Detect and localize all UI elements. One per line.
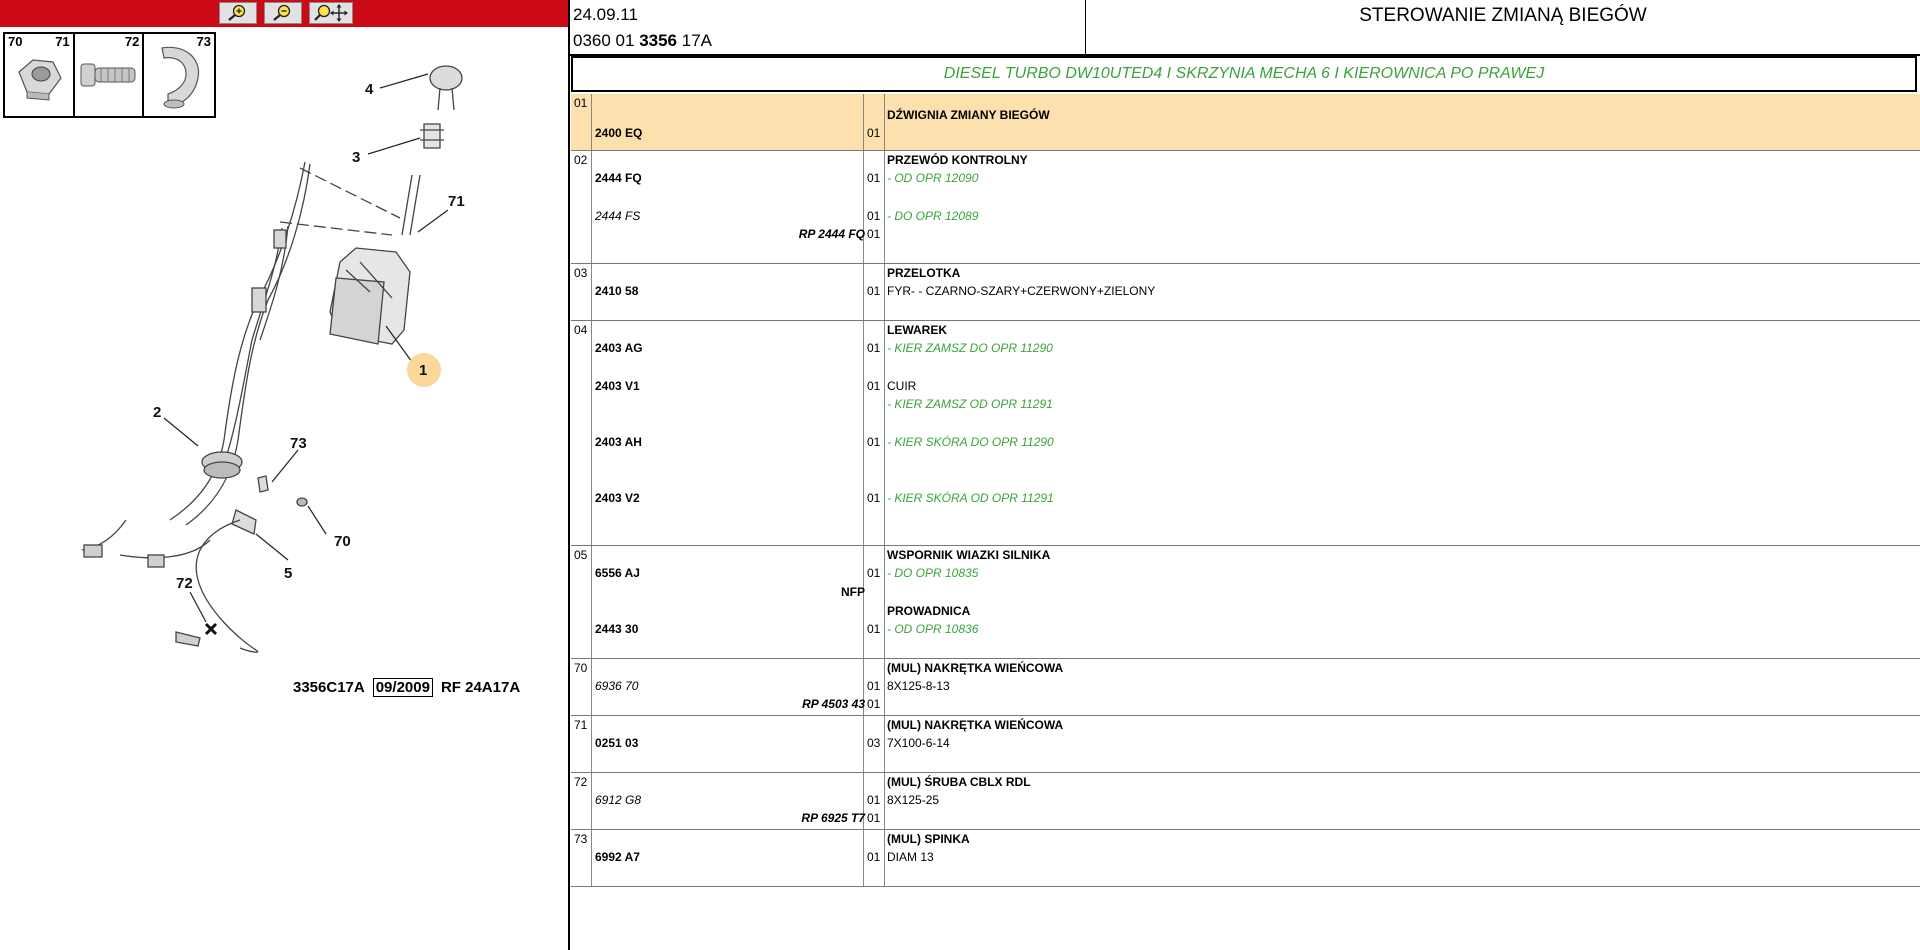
part-group-row[interactable] [571,773,1920,830]
column-divider [591,151,592,263]
part-number[interactable]: 2443 30 [595,622,639,636]
header-code-bold: 3356 [639,31,678,50]
quantity: 01 [867,697,881,711]
position-number: 05 [574,548,588,562]
zoom-in-icon [226,4,250,22]
column-divider [884,716,885,772]
quantity: 01 [867,811,881,825]
zoom-out-button[interactable] [264,2,302,24]
figure-rf: RF 24A17A [440,679,521,696]
header-code-suffix: 17A [677,31,712,50]
thumb-label: 71 [55,34,70,49]
quantity: 01 [867,435,881,449]
callout-72[interactable]: 72 [176,575,193,592]
part-description: WSPORNIK WIAZKI SILNIKA [887,548,1051,562]
callout-4[interactable]: 4 [365,81,374,98]
position-number: 73 [574,832,588,846]
part-description: DIAM 13 [887,850,934,864]
part-group-row[interactable] [571,321,1920,546]
quantity: 01 [867,850,881,864]
position-number: 70 [574,661,588,675]
quantity: 01 [867,171,881,185]
part-description: PRZELOTKA [887,266,961,280]
part-description: PRZEWÓD KONTROLNY [887,153,1028,167]
gear-shift-diagram [0,50,566,680]
column-divider [863,546,864,658]
part-description: (MUL) NAKRĘTKA WIEŃCOWA [887,661,1064,675]
column-divider [591,264,592,320]
part-number[interactable]: 2403 AG [595,341,643,355]
part-description: (MUL) ŚRUBA CBLX RDL [887,775,1031,789]
position-number: 02 [574,153,588,167]
part-group-row[interactable] [571,94,1920,151]
column-divider [884,659,885,715]
column-divider [863,151,864,263]
part-description: - KIER ZAMSZ DO OPR 11290 [887,341,1053,355]
column-divider [863,716,864,772]
quantity: 01 [867,341,881,355]
part-description: FYR- - CZARNO-SZARY+CZERWONY+ZIELONY [887,284,1156,298]
zoom-out-icon [271,4,295,22]
column-divider [591,546,592,658]
column-divider [884,830,885,886]
part-description: - KIER SKÓRA DO OPR 11290 [887,435,1054,449]
column-divider [884,94,885,150]
zoom-pan-icon [313,4,349,22]
thumb-label: 70 [8,34,23,49]
callout-70[interactable]: 70 [334,533,351,550]
column-divider [884,321,885,545]
part-description: (MUL) SPINKA [887,832,970,846]
part-description: CUIR [887,379,917,393]
quantity: 03 [867,736,881,750]
part-group-row[interactable] [571,830,1920,887]
figure-reference [293,678,520,697]
part-description: PROWADNICA [887,604,971,618]
part-description: - DO OPR 12089 [887,209,979,223]
column-divider [591,321,592,545]
part-description: - OD OPR 12090 [887,171,979,185]
part-description: - KIER ZAMSZ OD OPR 11291 [887,397,1053,411]
position-number: 04 [574,323,588,337]
page-title: STEROWANIE ZMIANĄ BIEGÓW [1359,5,1647,26]
part-description: - KIER SKÓRA OD OPR 11291 [887,491,1054,505]
column-divider [884,151,885,263]
thumb-label: 72 [124,34,140,49]
callout-71[interactable]: 71 [448,193,465,210]
replacement-part[interactable]: RP 2444 FQ [798,227,865,241]
parts-header [570,0,1920,56]
thumb-label: 73 [196,34,211,49]
replacement-part[interactable]: RP 6925 T7 [801,811,865,825]
header-code [573,31,712,51]
column-divider [863,264,864,320]
part-number[interactable]: 6912 G8 [595,793,642,807]
parts-table [571,94,1920,887]
column-divider [863,830,864,886]
replacement-part[interactable]: RP 4503 43 [802,697,865,711]
quantity: 01 [867,209,881,223]
figure-code: 3356C17A [293,679,365,696]
quantity: 01 [867,491,881,505]
diagram-panel [0,0,570,950]
part-number[interactable]: 2403 AH [595,435,642,449]
quantity: 01 [867,622,881,636]
part-group-row[interactable] [571,659,1920,716]
part-number[interactable]: 2403 V2 [595,491,640,505]
position-number: 71 [574,718,588,732]
position-number: 72 [574,775,588,789]
part-description: 8X125-25 [887,793,940,807]
part-description: 7X100-6-14 [887,736,950,750]
callout-73[interactable]: 73 [290,435,307,452]
position-number: 03 [574,266,588,280]
part-number[interactable]: 2410 58 [595,284,639,298]
column-divider [591,830,592,886]
part-number[interactable]: 6556 AJ [595,566,640,580]
callout-3[interactable]: 3 [352,149,361,166]
column-divider [591,716,592,772]
column-divider [591,94,592,150]
quantity: 01 [867,227,881,241]
zoom-pan-button[interactable] [309,2,353,24]
diagram-toolbar [0,0,568,27]
header-code-prefix: 0360 01 [573,31,640,50]
part-group-row[interactable] [571,151,1920,264]
part-description: - DO OPR 10835 [887,566,979,580]
part-number[interactable]: 0251 03 [595,736,639,750]
quantity: 01 [867,679,881,693]
part-number[interactable]: 2400 EQ [595,126,643,140]
quantity: 01 [867,566,881,580]
part-group-row[interactable] [571,546,1920,659]
zoom-in-button[interactable] [219,2,257,24]
quantity: 01 [867,793,881,807]
parts-panel [570,0,1920,950]
part-number[interactable]: 2403 V1 [595,379,640,393]
part-description: - OD OPR 10836 [887,622,979,636]
column-divider [884,264,885,320]
part-number[interactable]: 6936 70 [595,679,639,693]
callout-2[interactable]: 2 [153,404,162,421]
column-divider [863,321,864,545]
header-date: 24.09.11 [573,5,638,24]
part-group-row[interactable] [571,264,1920,321]
part-number[interactable]: 6992 A7 [595,850,640,864]
callout-5[interactable]: 5 [284,565,293,582]
position-number: 01 [574,96,588,110]
part-number[interactable]: 2444 FQ [595,171,642,185]
quantity: 01 [867,284,881,298]
part-group-row[interactable] [571,716,1920,773]
vehicle-version: DIESEL TURBO DW10UTED4 I SKRZYNIA MECHA 6 I KIEROWNICA PO PRAWEJ [571,56,1917,92]
part-description: DŹWIGNIA ZMIANY BIEGÓW [887,108,1050,122]
part-number[interactable]: 2444 FS [595,209,641,223]
column-divider [863,94,864,150]
column-divider [884,546,885,658]
part-description: LEWAREK [887,323,947,337]
column-divider [884,773,885,829]
nfp-label: NFP [841,585,865,599]
callout-1[interactable]: 1 [419,362,428,379]
quantity: 01 [867,126,881,140]
part-description: (MUL) NAKRĘTKA WIEŃCOWA [887,718,1064,732]
quantity: 01 [867,379,881,393]
part-description: 8X125-8-13 [887,679,950,693]
figure-date: 09/2009 [373,678,433,697]
